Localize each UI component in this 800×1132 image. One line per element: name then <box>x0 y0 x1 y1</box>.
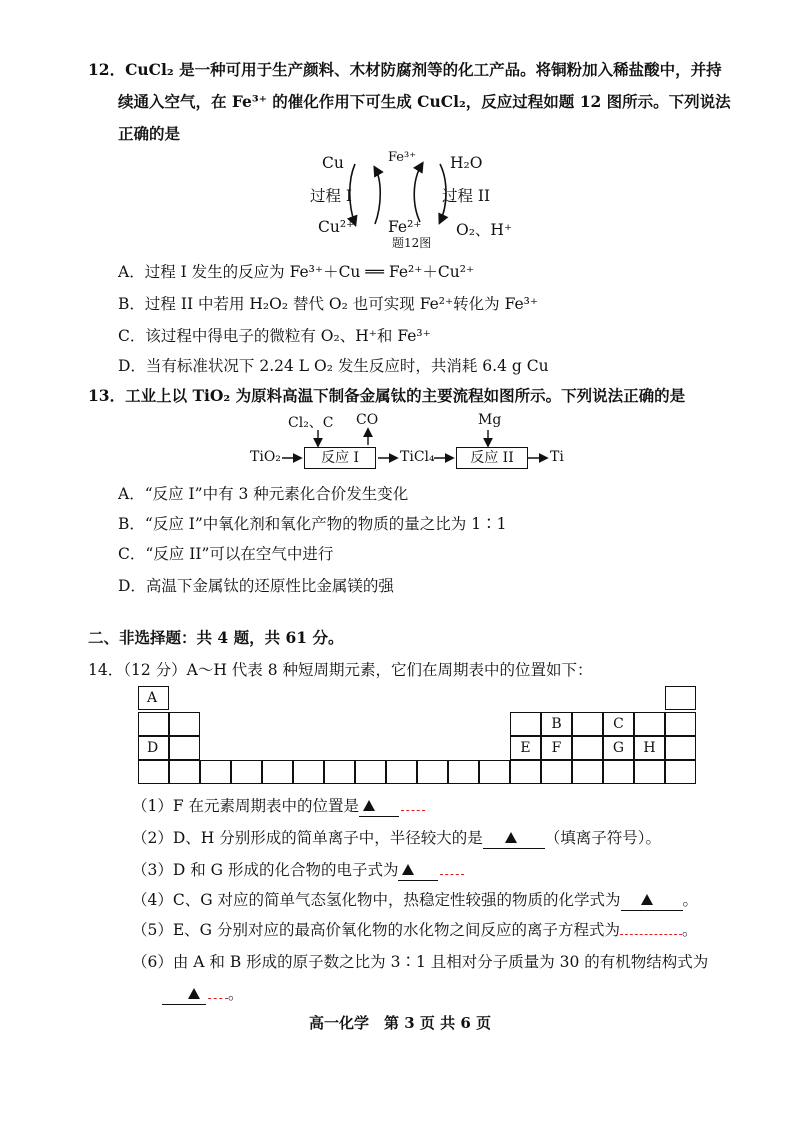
section2-heading: 二、非选择题：共 4 题，共 61 分。 <box>88 628 344 647</box>
flow-out1: CO <box>356 412 379 428</box>
triangle-icon <box>641 894 653 905</box>
table-cell-empty <box>324 760 355 784</box>
q12-option-c: C．该过程中得电子的微粒有 O₂、H⁺和 Fe³⁺ <box>118 327 431 345</box>
q12-option-b: B．过程 II 中若用 H₂O₂ 替代 O₂ 也可实现 Fe²⁺转化为 Fe³⁺ <box>118 295 539 313</box>
table-cell-empty <box>541 760 572 784</box>
table-cell-empty <box>603 760 634 784</box>
table-cell-empty <box>634 712 665 736</box>
q14-sub4-text: （4）C、G 对应的简单气态氢化物中，热稳定性较强的物质的化学式为 <box>132 891 621 909</box>
triangle-icon <box>505 832 517 843</box>
q12-option-d: D．当有标准状况下 2.24 L O₂ 发生反应时，共消耗 6.4 g Cu <box>118 357 549 375</box>
q14-sub5 <box>132 920 698 940</box>
q13-flow-diagram <box>250 412 580 476</box>
table-cell-g: G <box>603 736 634 760</box>
table-cell-empty <box>510 760 541 784</box>
flow-box-reaction2: 反应 II <box>456 447 528 469</box>
table-cell-b: B <box>541 712 572 736</box>
table-cell-empty <box>634 760 665 784</box>
q12-line2: 续通入空气，在 Fe³⁺ 的催化作用下可生成 CuCl₂，反应过程如题 12 图所示。下列说法 <box>118 92 731 111</box>
answer-blank-4[interactable] <box>621 890 683 911</box>
q14-sub1 <box>132 796 425 817</box>
table-cell-empty <box>169 736 200 760</box>
table-cell-empty <box>665 712 696 736</box>
triangle-icon <box>363 800 375 811</box>
table-cell-empty <box>448 760 479 784</box>
answer-blank-5[interactable] <box>620 934 682 935</box>
answer-blank-3[interactable] <box>398 860 438 881</box>
answer-blank-6[interactable] <box>162 984 206 1005</box>
q12-line3: 正确的是 <box>118 124 181 143</box>
cycle-fe3: Fe³⁺ <box>388 150 417 165</box>
cycle-fe2: Fe²⁺ <box>388 218 422 236</box>
table-cell-empty <box>417 760 448 784</box>
table-cell-empty <box>665 686 696 710</box>
table-cell-empty <box>262 760 293 784</box>
table-cell-empty <box>665 736 696 760</box>
q14-intro: 14．（12 分）A～H 代表 8 种短周期元素，它们在周期表中的位置如下： <box>88 661 593 679</box>
table-cell-a: A <box>138 686 169 710</box>
q12-option-a: A．过程 I 发生的反应为 Fe³⁺＋Cu ══ Fe²⁺＋Cu²⁺ <box>118 263 475 281</box>
q14-sub2a-text: （2）D、H 分别形成的简单离子中，半径较大的是 <box>132 829 483 847</box>
table-cell-empty <box>572 736 603 760</box>
flow-tio2: TiO₂ <box>250 449 281 465</box>
q12-line1: 12．CuCl₂ 是一种可用于生产颜料、木材防腐剂等的化工产品。将铜粉加入稀盐酸中，并持 <box>88 60 722 79</box>
q14-sub6-answer <box>162 984 244 1005</box>
cycle-caption: 题12图 <box>392 236 432 250</box>
table-cell-empty <box>169 712 200 736</box>
q14-sub4 <box>132 890 698 911</box>
cycle-proc2: 过程 II <box>442 187 491 205</box>
table-cell-e: E <box>510 736 541 760</box>
cycle-proc1: 过程 I <box>310 187 353 205</box>
q14-sub6-period: 。 <box>228 985 244 1003</box>
table-cell-empty <box>231 760 262 784</box>
q14-sub3-text: （3）D 和 G 形成的化合物的电子式为 <box>132 861 399 879</box>
table-cell-c: C <box>603 712 634 736</box>
q13-line1: 13．工业上以 TiO₂ 为原料高温下制备金属钛的主要流程如图所示。下列说法正确的是 <box>88 386 686 405</box>
table-cell-empty <box>138 712 169 736</box>
cycle-o2h: O₂、H⁺ <box>456 221 513 239</box>
q13-option-a: A．“反应 I”中有 3 种元素化合价发生变化 <box>118 485 409 503</box>
red-mark <box>208 998 228 999</box>
answer-blank-1[interactable] <box>359 796 399 817</box>
flow-in2: Mg <box>478 412 502 428</box>
table-cell-empty <box>572 760 603 784</box>
q14-sub4-period: 。 <box>682 891 699 909</box>
q14-sub6: （6）由 A 和 B 形成的原子数之比为 3∶1 且相对分子质量为 30 的有机物结构式为 <box>132 953 709 971</box>
q13-option-b: B．“反应 I”中氧化剂和氧化产物的物质的量之比为 1∶1 <box>118 515 507 533</box>
red-mark <box>401 810 425 811</box>
flow-ti: Ti <box>550 449 564 465</box>
flow-in1: Cl₂、C <box>288 415 334 431</box>
q14-sub2 <box>132 828 661 849</box>
table-cell-empty <box>479 760 510 784</box>
triangle-icon <box>402 864 414 875</box>
table-cell-empty <box>386 760 417 784</box>
periodic-table <box>138 686 702 790</box>
flow-ticl4: TiCl₄ <box>400 449 435 465</box>
q12-cycle-diagram <box>300 150 530 250</box>
table-cell-f: F <box>541 736 572 760</box>
q13-option-c: C．“反应 II”可以在空气中进行 <box>118 545 334 563</box>
q14-sub2b-text: （填离子符号）。 <box>544 829 662 847</box>
table-cell-d: D <box>138 736 169 760</box>
table-cell-h: H <box>634 736 665 760</box>
red-mark <box>440 874 464 875</box>
cycle-cu: Cu <box>322 154 344 172</box>
table-cell-empty <box>200 760 231 784</box>
q14-sub3 <box>132 860 464 881</box>
cycle-cu2: Cu²⁺ <box>318 218 355 236</box>
flow-box-reaction1: 反应 I <box>304 447 376 469</box>
table-cell-empty <box>355 760 386 784</box>
q14-sub1-text: （1）F 在元素周期表中的位置是 <box>132 797 360 815</box>
triangle-icon <box>188 988 200 999</box>
table-cell-empty <box>665 760 696 784</box>
q14-sub5-text: （5）E、G 分别对应的最高价氧化物的水化物之间反应的离子方程式为 <box>132 921 620 939</box>
cycle-h2o: H₂O <box>450 154 483 172</box>
table-cell-empty <box>510 712 541 736</box>
answer-blank-2[interactable] <box>483 828 545 849</box>
q14-sub5-period: 。 <box>682 921 698 939</box>
table-cell-empty <box>293 760 324 784</box>
table-cell-empty <box>169 760 200 784</box>
page-footer: 高一化学 第 3 页 共 6 页 <box>309 1014 491 1032</box>
table-cell-empty <box>572 712 603 736</box>
table-cell-empty <box>138 760 169 784</box>
q13-option-d: D．高温下金属钛的还原性比金属镁的强 <box>118 577 394 595</box>
